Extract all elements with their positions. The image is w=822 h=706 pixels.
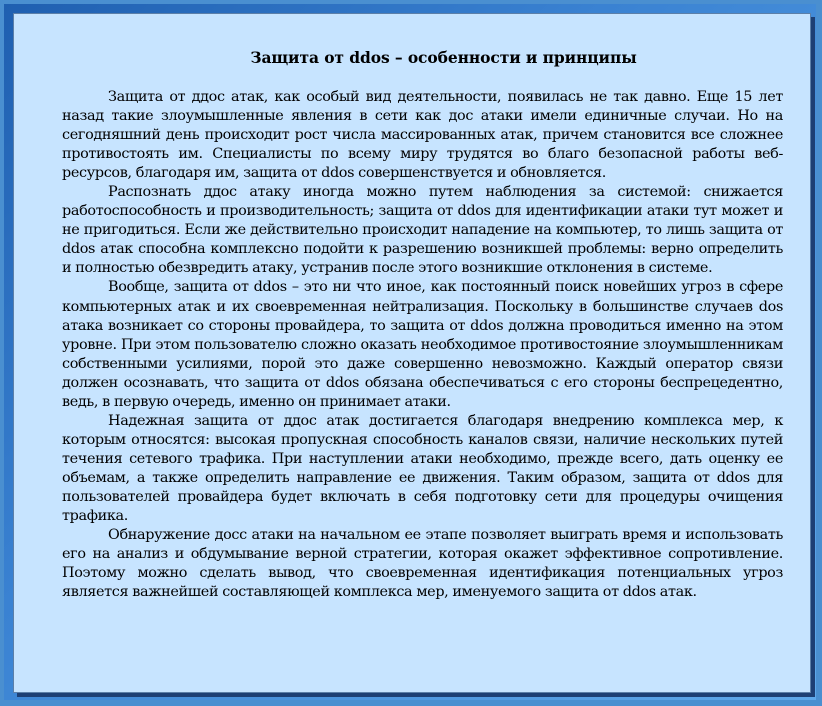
paragraph-1: Защита от ддос атак, как особый вид деятельности, появилась не так давно. Еще 15 лет назад такие злоумышленные явления в сети как дос атаки имели единичные случаи. Но на сегодняшний день происходит рост числа массированных атак, причем становится все сложнее противостоять им. Специалисты по всему миру трудятся во благо безопасной работы веб-ресурсов, благодаря им, защита от ddos совершенствуется и обновляется.	[62, 89, 783, 182]
paragraph-3: Вообще, защита от ddos – это ни что иное, как постоянный поиск новейших угроз в сфере компьютерных атак и их своевременная нейтрализация. Поскольку в большинстве случаев dos атака возникает со стороны провайдера, то защита от ddos должна проводиться именно на этом уровне. При этом пользователю сложно оказать необходимое противостояние злоумышленникам собственными усилиями, порой это даже совершенно невозможно. Каждый оператор связи должен осознавать, что защита от ddos обязана обеспечиваться с его стороны беспрецедентно, ведь, в первую очередь, именно он принимает атаки.	[62, 279, 783, 410]
paragraph-2: Распознать ддос атаку иногда можно путем наблюдения за системой: снижается работоспособность и производительность; защита от ddos для идентификации атаки тут может и не пригодиться. Если же действительно происходит нападение на компьютер, то лишь защита от ddos атак способна комплексно подойти к разрешению возникшей проблемы: верно определить и полностью обезвредить атаку, устранив после этого возникшие отклонения в системе.	[62, 184, 783, 277]
article-card	[13, 13, 811, 693]
page-frame	[4, 4, 816, 700]
article-body	[62, 48, 783, 602]
paragraph-5: Обнаружение досс атаки на начальном ее этапе позволяет выиграть время и использовать его на анализ и обдумывание верной стратегии, которая окажет эффективное сопротивление. Поэтому можно сделать вывод, что своевременная идентификация потенциальных угроз является важнейшей составляющей комплекса мер, именуемого защита от ddos атак.	[62, 527, 783, 601]
article-title: Защита от ddos – особенности и принципы	[250, 48, 637, 67]
paragraph-4: Надежная защита от ддос атак достигается благодаря внедрению комплекса мер, к которым относятся: высокая пропускная способность каналов связи, наличие нескольких путей течения сетевого трафика. При наступлении атаки необходимо, прежде всего, дать оценку ее объемам, а также определить направление ее движения. Таким образом, защита от ddos для пользователей провайдера будет включать в себя подготовку сети для процедуры очищения трафика.	[62, 412, 783, 525]
